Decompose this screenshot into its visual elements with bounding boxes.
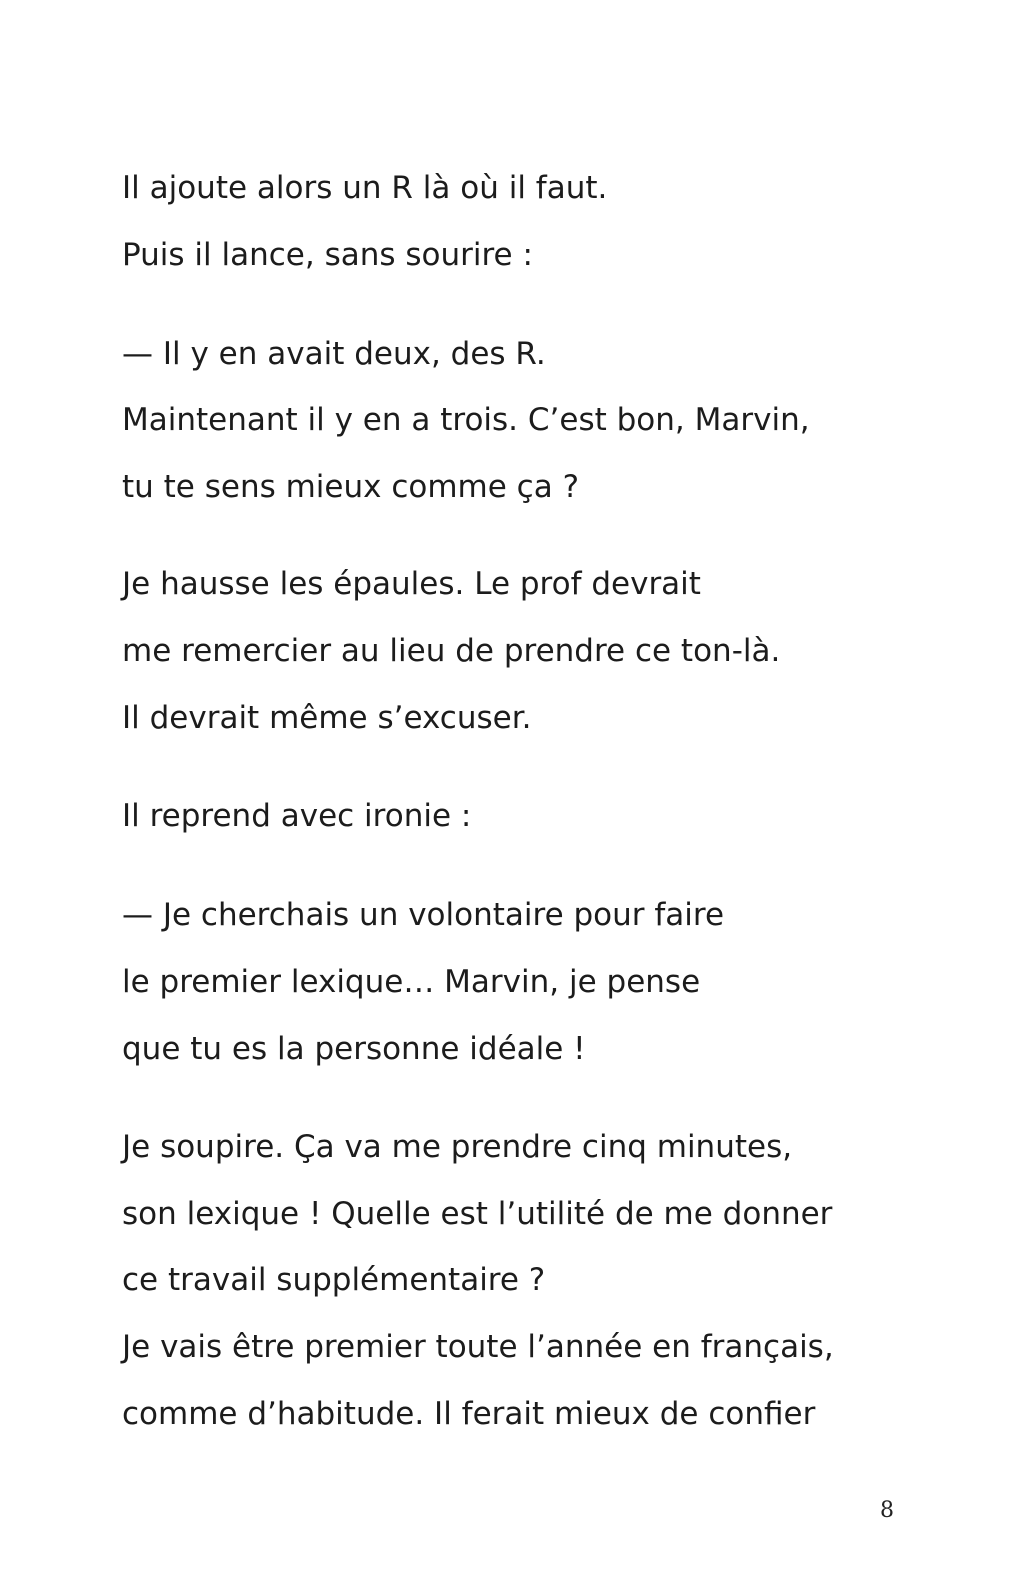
text-line: — Il y en avait deux, des R. [122,336,546,372]
text-line: ce travail supplémentaire ? [122,1262,546,1298]
text-line: Je hausse les épaules. Le prof devrait [122,566,701,602]
text-line: me remercier au lieu de prendre ce ton-là. [122,633,781,669]
text-line: Je soupire. Ça va me prendre cinq minutes, [122,1129,793,1165]
text-line: — Je cherchais un volontaire pour faire [122,897,725,933]
text-line: Maintenant il y en a trois. C’est bon, Marvin, [122,402,810,438]
text-line: Il reprend avec ironie : [122,798,472,834]
text-line: Il ajoute alors un R là où il faut. [122,170,608,206]
text-line: que tu es la personne idéale ! [122,1031,586,1067]
text-line: son lexique ! Quelle est l’utilité de me donner [122,1196,833,1232]
text-line: le premier lexique… Marvin, je pense [122,964,701,1000]
text-line: Puis il lance, sans sourire : [122,237,533,273]
text-line: Il devrait même s’excuser. [122,700,532,736]
text-line: tu te sens mieux comme ça ? [122,469,580,505]
text-line: Je vais être premier toute l’année en français, [122,1329,834,1365]
page-number: 8 [880,1498,894,1523]
text-line: comme d’habitude. Il ferait mieux de confier [122,1396,816,1432]
